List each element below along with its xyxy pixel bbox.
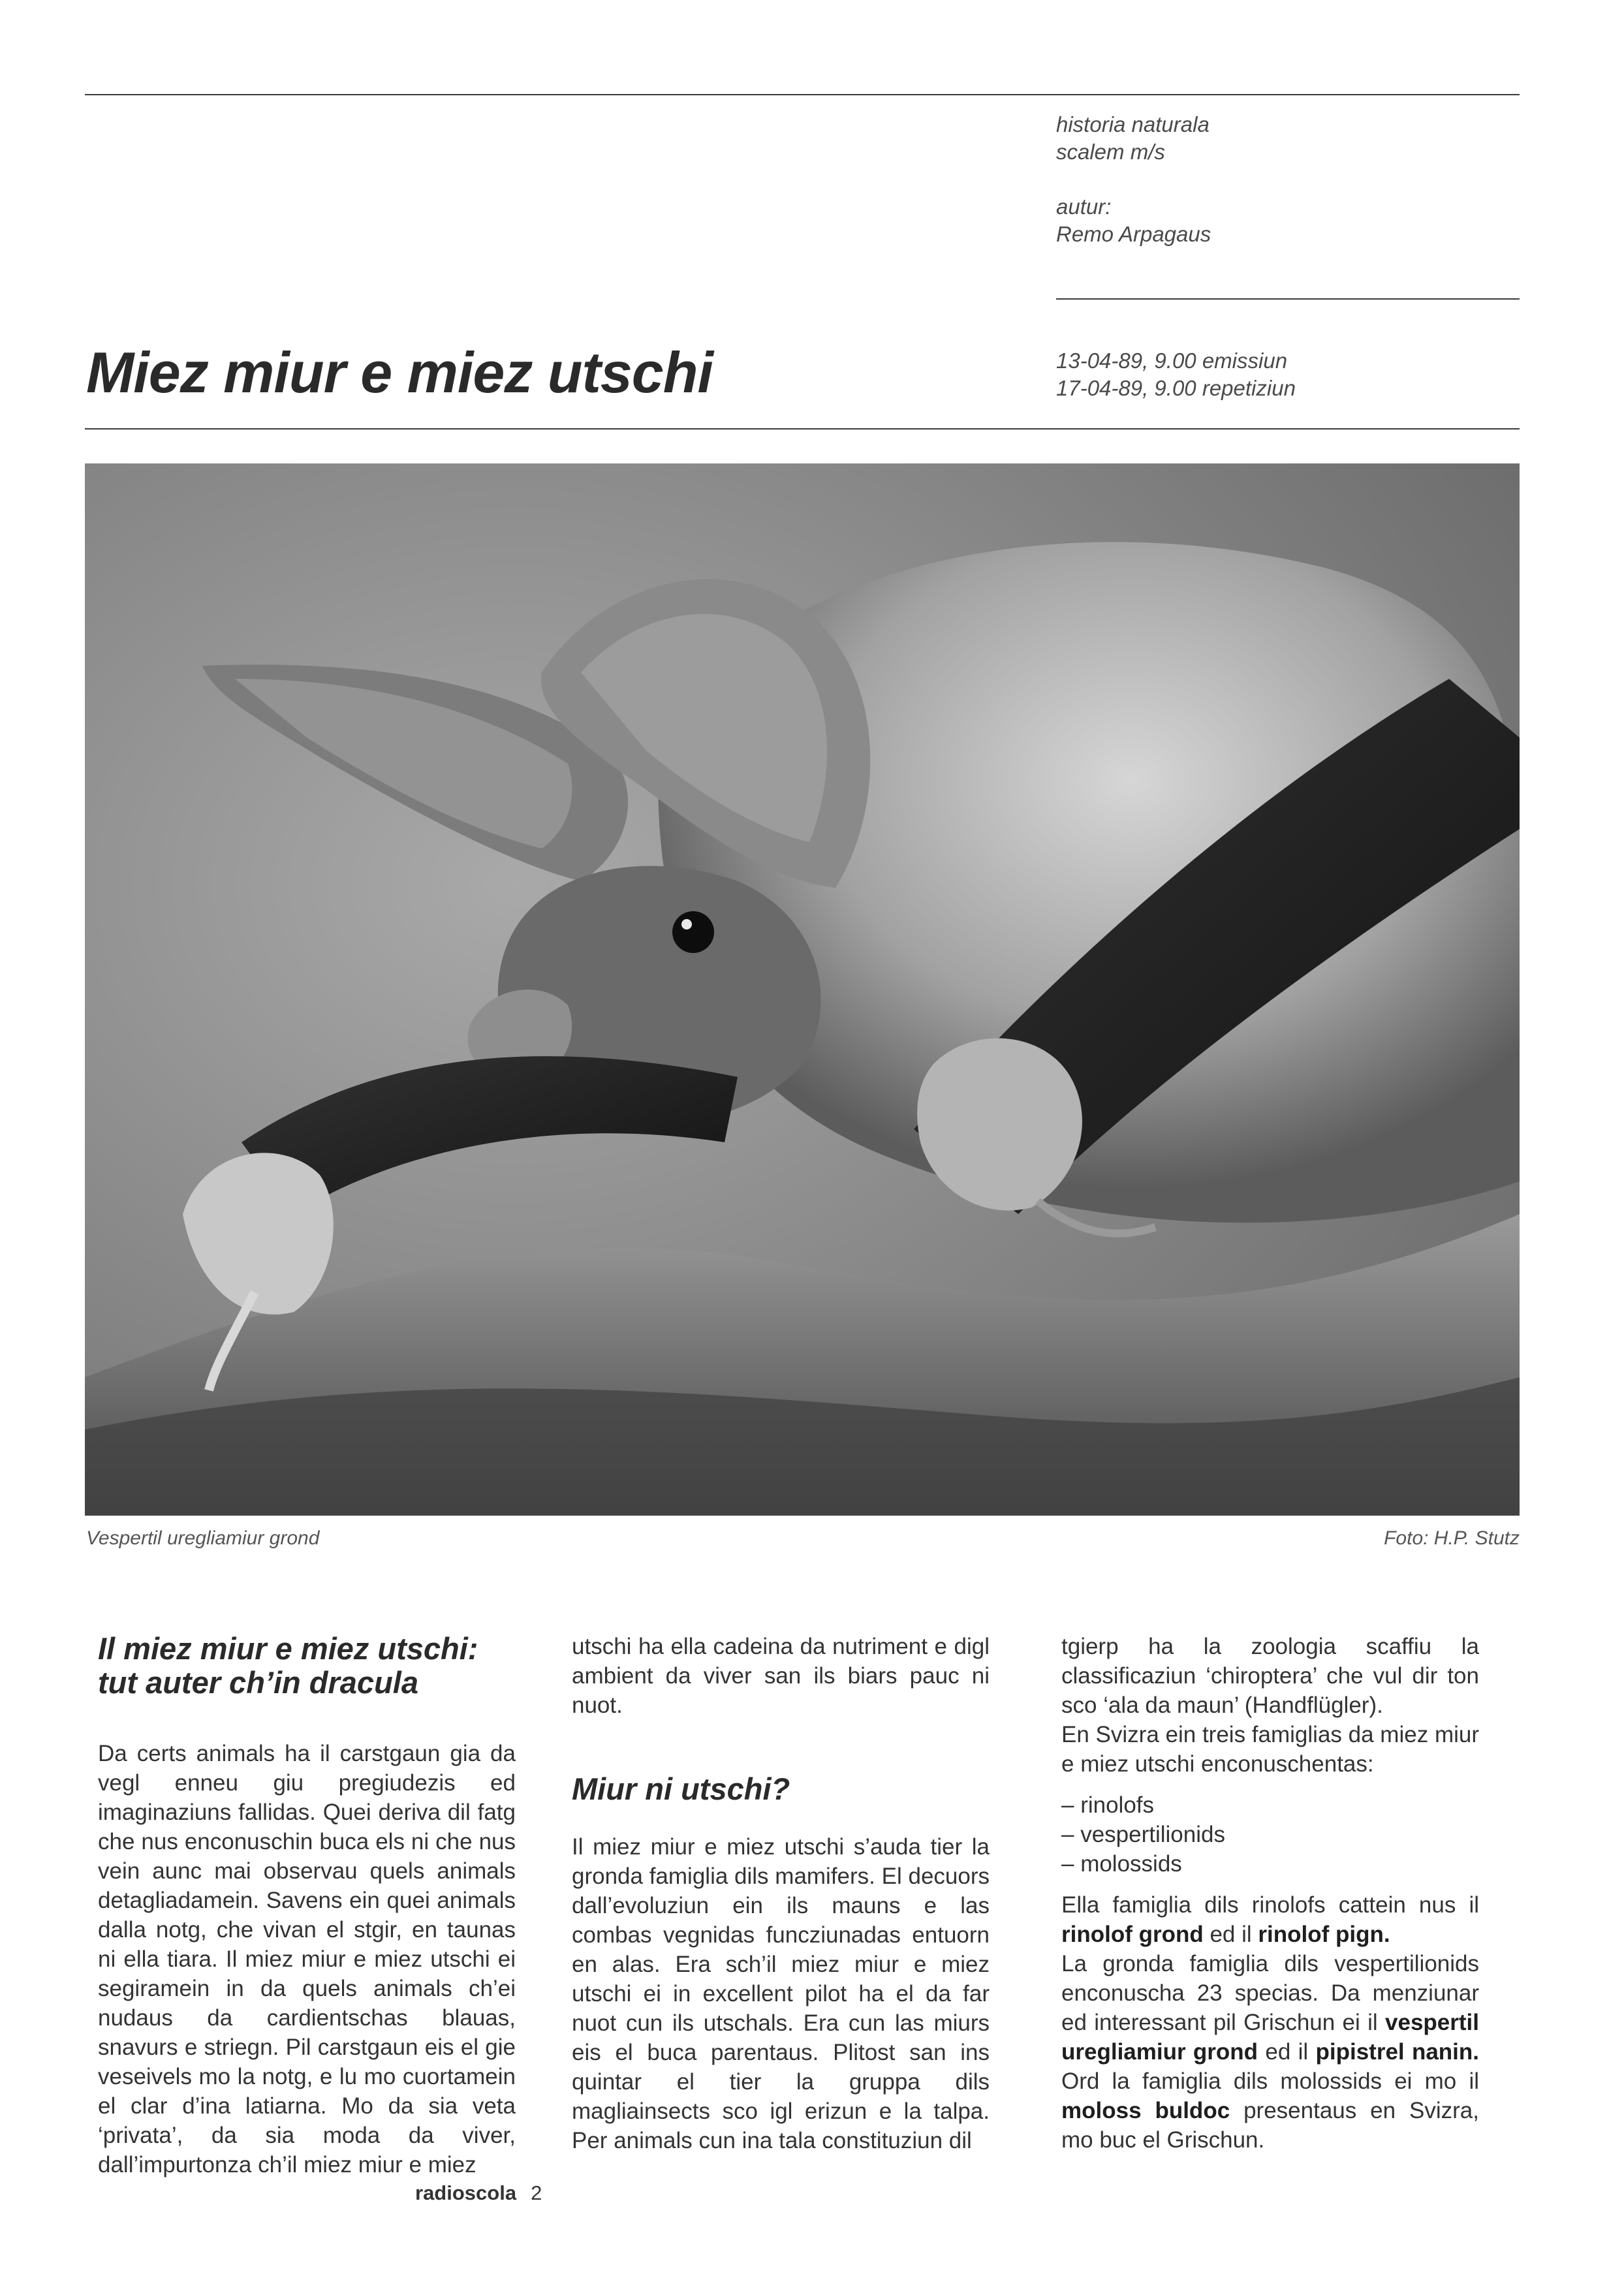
species-moloss: moloss buldoc <box>1061 2098 1230 2123</box>
footer-brand: radioscola <box>415 2181 517 2204</box>
title-rule <box>85 428 1520 429</box>
level-label: scalem m/s <box>1056 140 1165 164</box>
paragraph-classification: Il miez miur e miez utschi s’auda tier la gronda famiglia dils mamifers. El decuors dall’evoluziun ein ils mauns e las combas vegnidas funcziunadas entuorn en alas. Era sch’il miez miur e miez utschi ei in excellent pilot ha el da far nuot cun ils utschals. Era cun las miurs eis el buca parentaus. Plitost san ins quintar el tier la gruppa dils magliainsects sco igl erizun e la talpa. Per animals cun ina tala constituziun dil <box>572 1834 990 2153</box>
paragraph-rinolofs: Ella famiglia dils rinolofs cattein nus il rinolof grond ed il rinolof pign. <box>1061 1892 1479 1947</box>
article-column-2 <box>572 1632 990 2155</box>
paragraph-families-intro: En Svizra ein treis famiglias da miez miur e miez utschi enconuschentas: <box>1061 1722 1479 1777</box>
family-list-item: – rinolofs <box>1061 1792 1155 1818</box>
species-pipistrel: pipistrel nanin. <box>1315 2039 1480 2065</box>
species-rinolof-grond: rinolof grond <box>1061 1922 1204 1947</box>
paragraph-chiroptera: tgierp ha la zoologia scaffiu la classificaziun ‘chiroptera’ che vul dir ton sco ‘ala da maun’ (Handflügler). <box>1061 1634 1479 1718</box>
section-heading-2: Miur ni utschi? <box>572 1772 790 1806</box>
broadcast-date: 13-04-89, 9.00 emissiun <box>1056 349 1288 373</box>
broadcast-dates <box>1056 347 1296 402</box>
paragraph-intro: Da certs animals ha il carstgaun gia da vegl enneu giu pregiudezis ed imaginaziuns fallidas. Quei deriva dil fatg che nus enconuschin buca els ni che nus vein aunc mai observau quels animals detagliadamein. Savens ein quei animals dalla notg, che vivan el stgir, en taunas ni ella tiara. Il miez miur e miez utschi ei segiramein in da quels animals ch’ei nudaus da cardientschas blauas, snavurs e striegn. Pil carstgaun eis el gie veseivels mo la notg, e lu mo cuortamein el clar d’ina latiarna. Mo da sia veta ‘privata’, da sia moda da viver, dall’impurtonza ch’il miez miur e miez <box>98 1741 516 2178</box>
family-list <box>1061 1790 1479 1879</box>
author-label: autur: <box>1056 195 1112 219</box>
family-list-item: – molossids <box>1061 1851 1182 1877</box>
article-column-3 <box>1061 1632 1479 2155</box>
paragraph-continuation: utschi ha ella cadeina da nutriment e digl ambient da viver san ils biars pauc ni nuot. <box>572 1634 990 1718</box>
photo-caption: Vespertil uregliamiur grond <box>86 1527 320 1549</box>
article-column-1 <box>98 1632 516 2179</box>
page-number: 2 <box>531 2181 542 2204</box>
species-rinolof-pign: rinolof pign. <box>1258 1922 1390 1947</box>
family-list-item: – vespertilionids <box>1061 1822 1225 1847</box>
paragraph-vespertilionids: La gronda famiglia dils vespertilionids enconuscha 23 specias. Da menziunar ed interessant pil Grischun ei il vespertil uregliamiur grond ed il pipistrel nanin. Ord la famiglia dils molossids ei mo il moloss buldoc presentaus en Svizra, mo buc el Grischun. <box>1061 1951 1480 2153</box>
subject-label: historia naturala <box>1056 112 1210 136</box>
section-heading-1-line1: Il miez miur e miez utschi: <box>98 1631 478 1666</box>
photo-credit: Foto: H.P. Stutz <box>1384 1527 1520 1549</box>
species-vespertil: vespertil uregliamiur grond <box>1061 2010 1479 2065</box>
bat-photo <box>85 463 1520 1516</box>
section-heading-1 <box>98 1632 516 1700</box>
section-heading-1-line2: tut auter ch’in dracula <box>98 1665 418 1700</box>
header-meta <box>1056 111 1211 248</box>
repeat-date: 17-04-89, 9.00 repetiziun <box>1056 376 1296 400</box>
meta-rule <box>1056 298 1520 300</box>
page-title: Miez miur e miez utschi <box>86 340 713 405</box>
page-footer <box>415 2181 542 2205</box>
author-name: Remo Arpagaus <box>1056 222 1211 246</box>
top-rule <box>85 94 1520 95</box>
